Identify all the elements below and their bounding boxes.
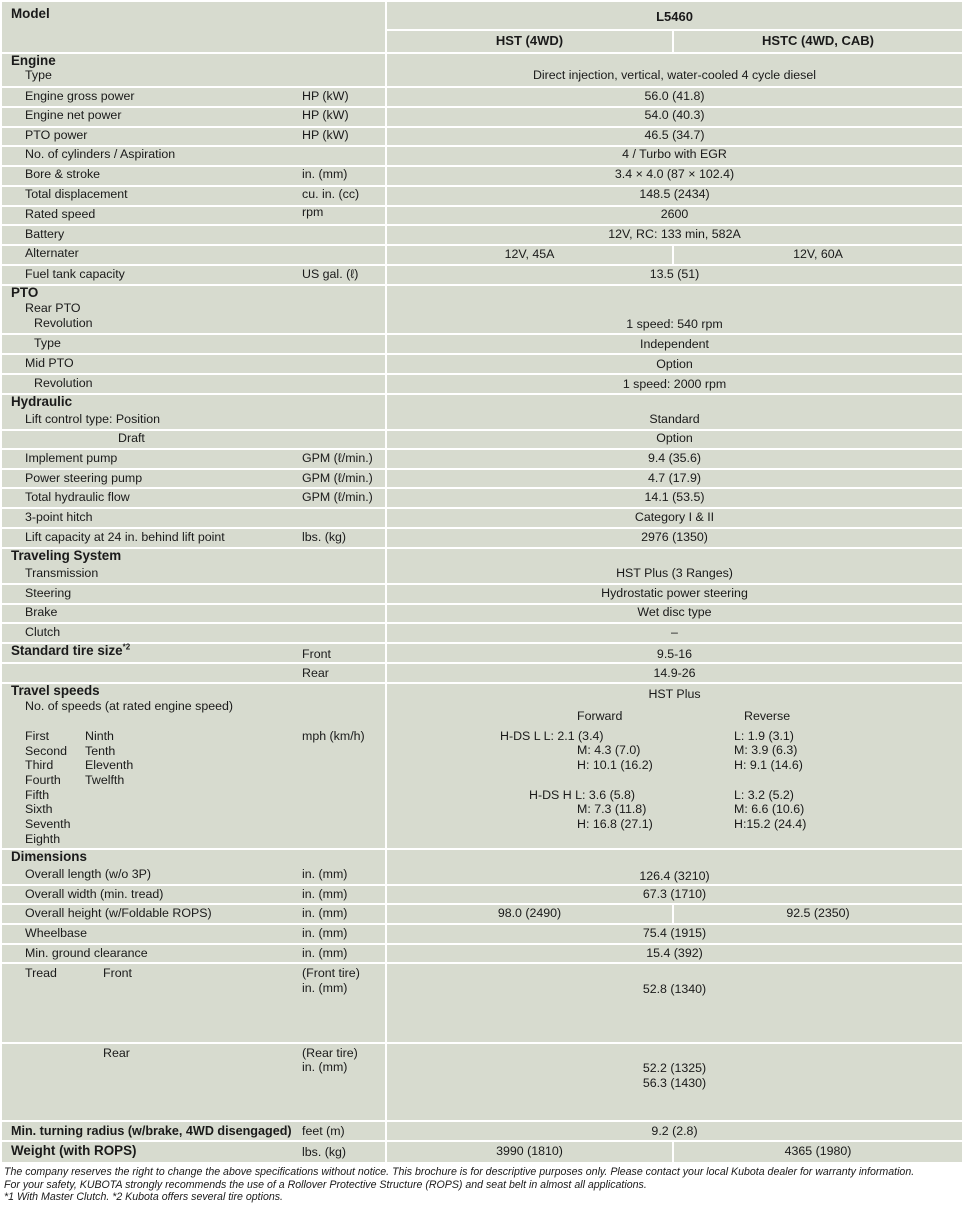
spec-unit: in. (mm) [302, 1060, 348, 1074]
row-divider [2, 264, 962, 266]
spec-unit: in. (mm) [302, 887, 348, 901]
speed-value: H: 9.1 (14.6) [734, 758, 803, 772]
spec-value: 9.4 (35.6) [647, 451, 702, 465]
spec-label: No. of cylinders / Aspiration [25, 147, 176, 161]
speed-value: M: 6.6 (10.6) [734, 802, 805, 816]
spec-label: Mid PTO [25, 356, 74, 370]
row-divider [2, 487, 962, 489]
spec-label: Total hydraulic flow [25, 490, 130, 504]
spec-value-hst: 12V, 45A [504, 247, 555, 261]
spec-label: Transmission [25, 566, 99, 580]
spec-label: Overall width (min. tread) [25, 887, 164, 901]
spec-value: 3.4 × 4.0 (87 × 102.4) [614, 167, 735, 181]
spec-unit: (Front tire) [302, 966, 360, 980]
spec-unit: GPM (ℓ/min.) [302, 451, 373, 465]
spec-label: Rated speed [25, 207, 96, 221]
spec-unit: lbs. (kg) [302, 530, 347, 544]
spec-table [2, 2, 962, 1162]
spec-unit: in. (mm) [302, 926, 348, 940]
column-header-hstc: HSTC (4WD, CAB) [762, 33, 874, 48]
spec-value: 126.4 (3210) [639, 869, 710, 883]
spec-value: 52.8 (1340) [642, 982, 707, 996]
row-divider [2, 284, 962, 286]
spec-label: Engine gross power [25, 89, 135, 103]
spec-label: Brake [25, 605, 58, 619]
spec-unit: mph (km/h) [302, 729, 365, 743]
row-divider [2, 662, 962, 664]
row-divider [2, 622, 962, 624]
row-divider [2, 86, 962, 88]
row-divider [2, 507, 962, 509]
spec-value: 148.5 (2434) [639, 187, 710, 201]
row-divider [2, 962, 962, 964]
spec-label: Overall length (w/o 3P) [25, 867, 152, 881]
spec-label: Revolution [34, 376, 93, 390]
model-label: Model [11, 6, 50, 21]
spec-label: Total displacement [25, 187, 128, 201]
spec-label: Lift control type: Position [25, 412, 160, 426]
row-divider [2, 642, 962, 644]
footer-safety: For your safety, KUBOTA strongly recommends the use of a Rollover Protective Structure (ROPS) and seat belt in almost all applications. [4, 1178, 647, 1191]
row-divider [2, 884, 962, 886]
gear-label: Eleventh [85, 758, 134, 772]
footnote-marker: *2 [122, 642, 131, 652]
tire-title-text: Standard tire size [11, 643, 123, 658]
speed-value: H: 16.8 (27.1) [577, 817, 653, 831]
spec-value: 12V, RC: 133 min, 582A [608, 227, 741, 241]
spec-unit: in. (mm) [302, 167, 348, 181]
spec-label: Steering [25, 586, 72, 600]
spec-unit: lbs. (kg) [302, 1145, 347, 1159]
gear-label: Third [25, 758, 54, 772]
spec-value: 46.5 (34.7) [644, 128, 705, 142]
section-title-speeds: Travel speeds [11, 683, 100, 698]
speed-value: M: 4.3 (7.0) [577, 743, 641, 757]
speed-value: H-DS H L: 3.6 (5.8) [529, 788, 636, 802]
row-divider [2, 393, 962, 395]
spec-label: Lift capacity at 24 in. behind lift point [25, 530, 225, 544]
spec-value-hstc: 4365 (1980) [784, 1144, 852, 1158]
spec-unit: HP (kW) [302, 128, 349, 142]
spec-unit: (Rear tire) [302, 1046, 358, 1060]
row-divider [2, 52, 962, 54]
spec-value: 56.0 (41.8) [644, 89, 705, 103]
column-header-hst: HST (4WD) [495, 33, 564, 48]
spec-value: 52.2 (1325) [642, 1061, 707, 1075]
weight-label: Weight (with ROPS) [11, 1143, 137, 1158]
row-divider [2, 903, 962, 905]
gear-label: Fourth [25, 773, 61, 787]
speed-value: L: 3.2 (5.2) [734, 788, 794, 802]
row-divider [2, 547, 962, 549]
spec-label: Battery [25, 227, 65, 241]
row-divider [2, 353, 962, 355]
spec-unit: in. (mm) [302, 946, 348, 960]
spec-label: Implement pump [25, 451, 118, 465]
spec-value: 13.5 (51) [649, 267, 700, 281]
spec-value: Category I & II [634, 510, 715, 524]
gear-label: Sixth [25, 802, 53, 816]
spec-label: Clutch [25, 625, 61, 639]
reverse-label: Reverse [744, 709, 791, 723]
spec-label: Power steering pump [25, 471, 143, 485]
spec-label: Type [25, 68, 52, 82]
row-divider [2, 682, 962, 684]
spec-unit: HP (kW) [302, 108, 349, 122]
section-title-pto: PTO [11, 285, 39, 300]
spec-label: Min. ground clearance [25, 946, 148, 960]
spec-label: PTO power [25, 128, 88, 142]
spec-value: Option [656, 431, 693, 445]
gear-label: Tenth [85, 744, 116, 758]
row-divider [2, 333, 962, 335]
gear-label: Ninth [85, 729, 114, 743]
spec-label: Rear PTO [25, 301, 81, 315]
spec-value: 1 speed: 540 rpm [626, 317, 723, 331]
spec-value: Wet disc type [637, 605, 712, 619]
spec-label: Type [34, 336, 61, 350]
spec-label: Rear [103, 1046, 130, 1060]
spec-label: No. of speeds (at rated engine speed) [25, 699, 234, 713]
spec-value: Hydrostatic power steering [601, 586, 748, 600]
gear-label: Eighth [25, 832, 61, 846]
spec-value: – [671, 625, 678, 639]
spec-value: Standard [649, 412, 700, 426]
row-divider [2, 244, 962, 246]
spec-value: Independent [640, 337, 709, 351]
spec-value: 2976 (1350) [641, 530, 708, 544]
footer-disclaimer: The company reserves the right to change the above specifications without notice. This brochure is for descriptive purposes only. Please contact your local Kubota dealer for warranty information. [4, 1166, 915, 1178]
row-divider [387, 29, 962, 31]
speed-value: H: 10.1 (16.2) [577, 758, 653, 772]
spec-unit: Rear [302, 666, 329, 680]
spec-label: Wheelbase [25, 926, 87, 940]
row-divider [2, 373, 962, 375]
spec-value-hst: 98.0 (2490) [497, 906, 562, 920]
gear-label: Seventh [25, 817, 71, 831]
spec-value: 1 speed: 2000 rpm [622, 377, 727, 391]
spec-unit: HP (kW) [302, 89, 349, 103]
spec-label: Engine net power [25, 108, 122, 122]
speed-value: H-DS L L: 2.1 (3.4) [500, 729, 604, 743]
section-title-hydraulic: Hydraulic [11, 394, 73, 409]
spec-value: 54.0 (40.3) [644, 108, 705, 122]
row-divider [2, 448, 962, 450]
speed-value: M: 3.9 (6.3) [734, 743, 798, 757]
spec-unit: GPM (ℓ/min.) [302, 471, 373, 485]
spec-value: 67.3 (1710) [642, 887, 707, 901]
spec-unit: rpm [302, 205, 324, 219]
spec-value: HST Plus (3 Ranges) [616, 566, 733, 580]
spec-unit: cu. in. (cc) [302, 187, 360, 201]
gear-label: First [25, 729, 50, 743]
turning-radius-label: Min. turning radius (w/brake, 4WD disengaged) [11, 1124, 292, 1138]
speed-value: L: 1.9 (3.1) [734, 729, 794, 743]
spec-unit: Front [302, 647, 331, 661]
spec-value-hst: 3990 (1810) [496, 1144, 563, 1158]
spec-label: 3-point hitch [25, 510, 93, 524]
spec-value: 15.4 (392) [646, 946, 703, 960]
row-divider [2, 848, 962, 850]
footer-footnotes: *1 With Master Clutch. *2 Kubota offers several tire options. [4, 1191, 284, 1203]
model-name: L5460 [656, 9, 693, 24]
spec-value: HST Plus [648, 687, 701, 701]
row-divider [2, 1042, 962, 1044]
row-divider [2, 923, 962, 925]
spec-value: 56.3 (1430) [642, 1076, 707, 1090]
spec-unit: feet (m) [302, 1124, 345, 1138]
gear-label: Twelfth [85, 773, 125, 787]
section-title-engine: Engine [11, 53, 56, 68]
spec-label: Front [103, 966, 132, 980]
spec-value: Direct injection, vertical, water-cooled 4 cycle diesel [532, 68, 817, 82]
spec-value: Option [656, 357, 693, 371]
forward-label: Forward [577, 709, 623, 723]
row-divider [2, 943, 962, 945]
row-divider [2, 1120, 962, 1122]
spec-label: Draft [118, 431, 145, 445]
row-divider [2, 583, 962, 585]
spec-label: Fuel tank capacity [25, 267, 125, 281]
footer-notes [4, 1166, 960, 1204]
row-divider [2, 468, 962, 470]
section-title-tire [11, 644, 130, 658]
section-title-traveling: Traveling System [11, 548, 122, 563]
spec-unit: in. (mm) [302, 867, 348, 881]
spec-unit: in. (mm) [302, 906, 348, 920]
row-divider [2, 527, 962, 529]
row-divider [2, 1140, 962, 1142]
spec-value: 4.7 (17.9) [647, 471, 702, 485]
spec-value: 14.9-26 [653, 666, 696, 680]
row-divider [2, 224, 962, 226]
spec-value-hstc: 12V, 60A [793, 247, 843, 261]
speed-value: M: 7.3 (11.8) [577, 802, 647, 816]
spec-value: 9.2 (2.8) [651, 1124, 698, 1138]
spec-value: 2600 [660, 207, 689, 221]
spec-unit: in. (mm) [302, 981, 348, 995]
gear-label: Fifth [25, 788, 50, 802]
spec-unit: US gal. (ℓ) [302, 267, 359, 281]
spec-label: Alternater [25, 246, 79, 260]
speed-value: H:15.2 (24.4) [734, 817, 807, 831]
spec-label: Tread [25, 966, 57, 980]
spec-label: Revolution [34, 316, 93, 330]
spec-label: Bore & stroke [25, 167, 101, 181]
gear-label: Second [25, 744, 68, 758]
spec-value: 75.4 (1915) [642, 926, 707, 940]
spec-label: Overall height (w/Foldable ROPS) [25, 906, 212, 920]
spec-value-hstc: 92.5 (2350) [786, 906, 850, 920]
section-title-dimensions: Dimensions [11, 849, 87, 864]
spec-value: 9.5-16 [656, 647, 693, 661]
spec-value: 4 / Turbo with EGR [622, 147, 727, 161]
spec-value: 14.1 (53.5) [644, 490, 705, 504]
spec-unit: GPM (ℓ/min.) [302, 490, 373, 504]
